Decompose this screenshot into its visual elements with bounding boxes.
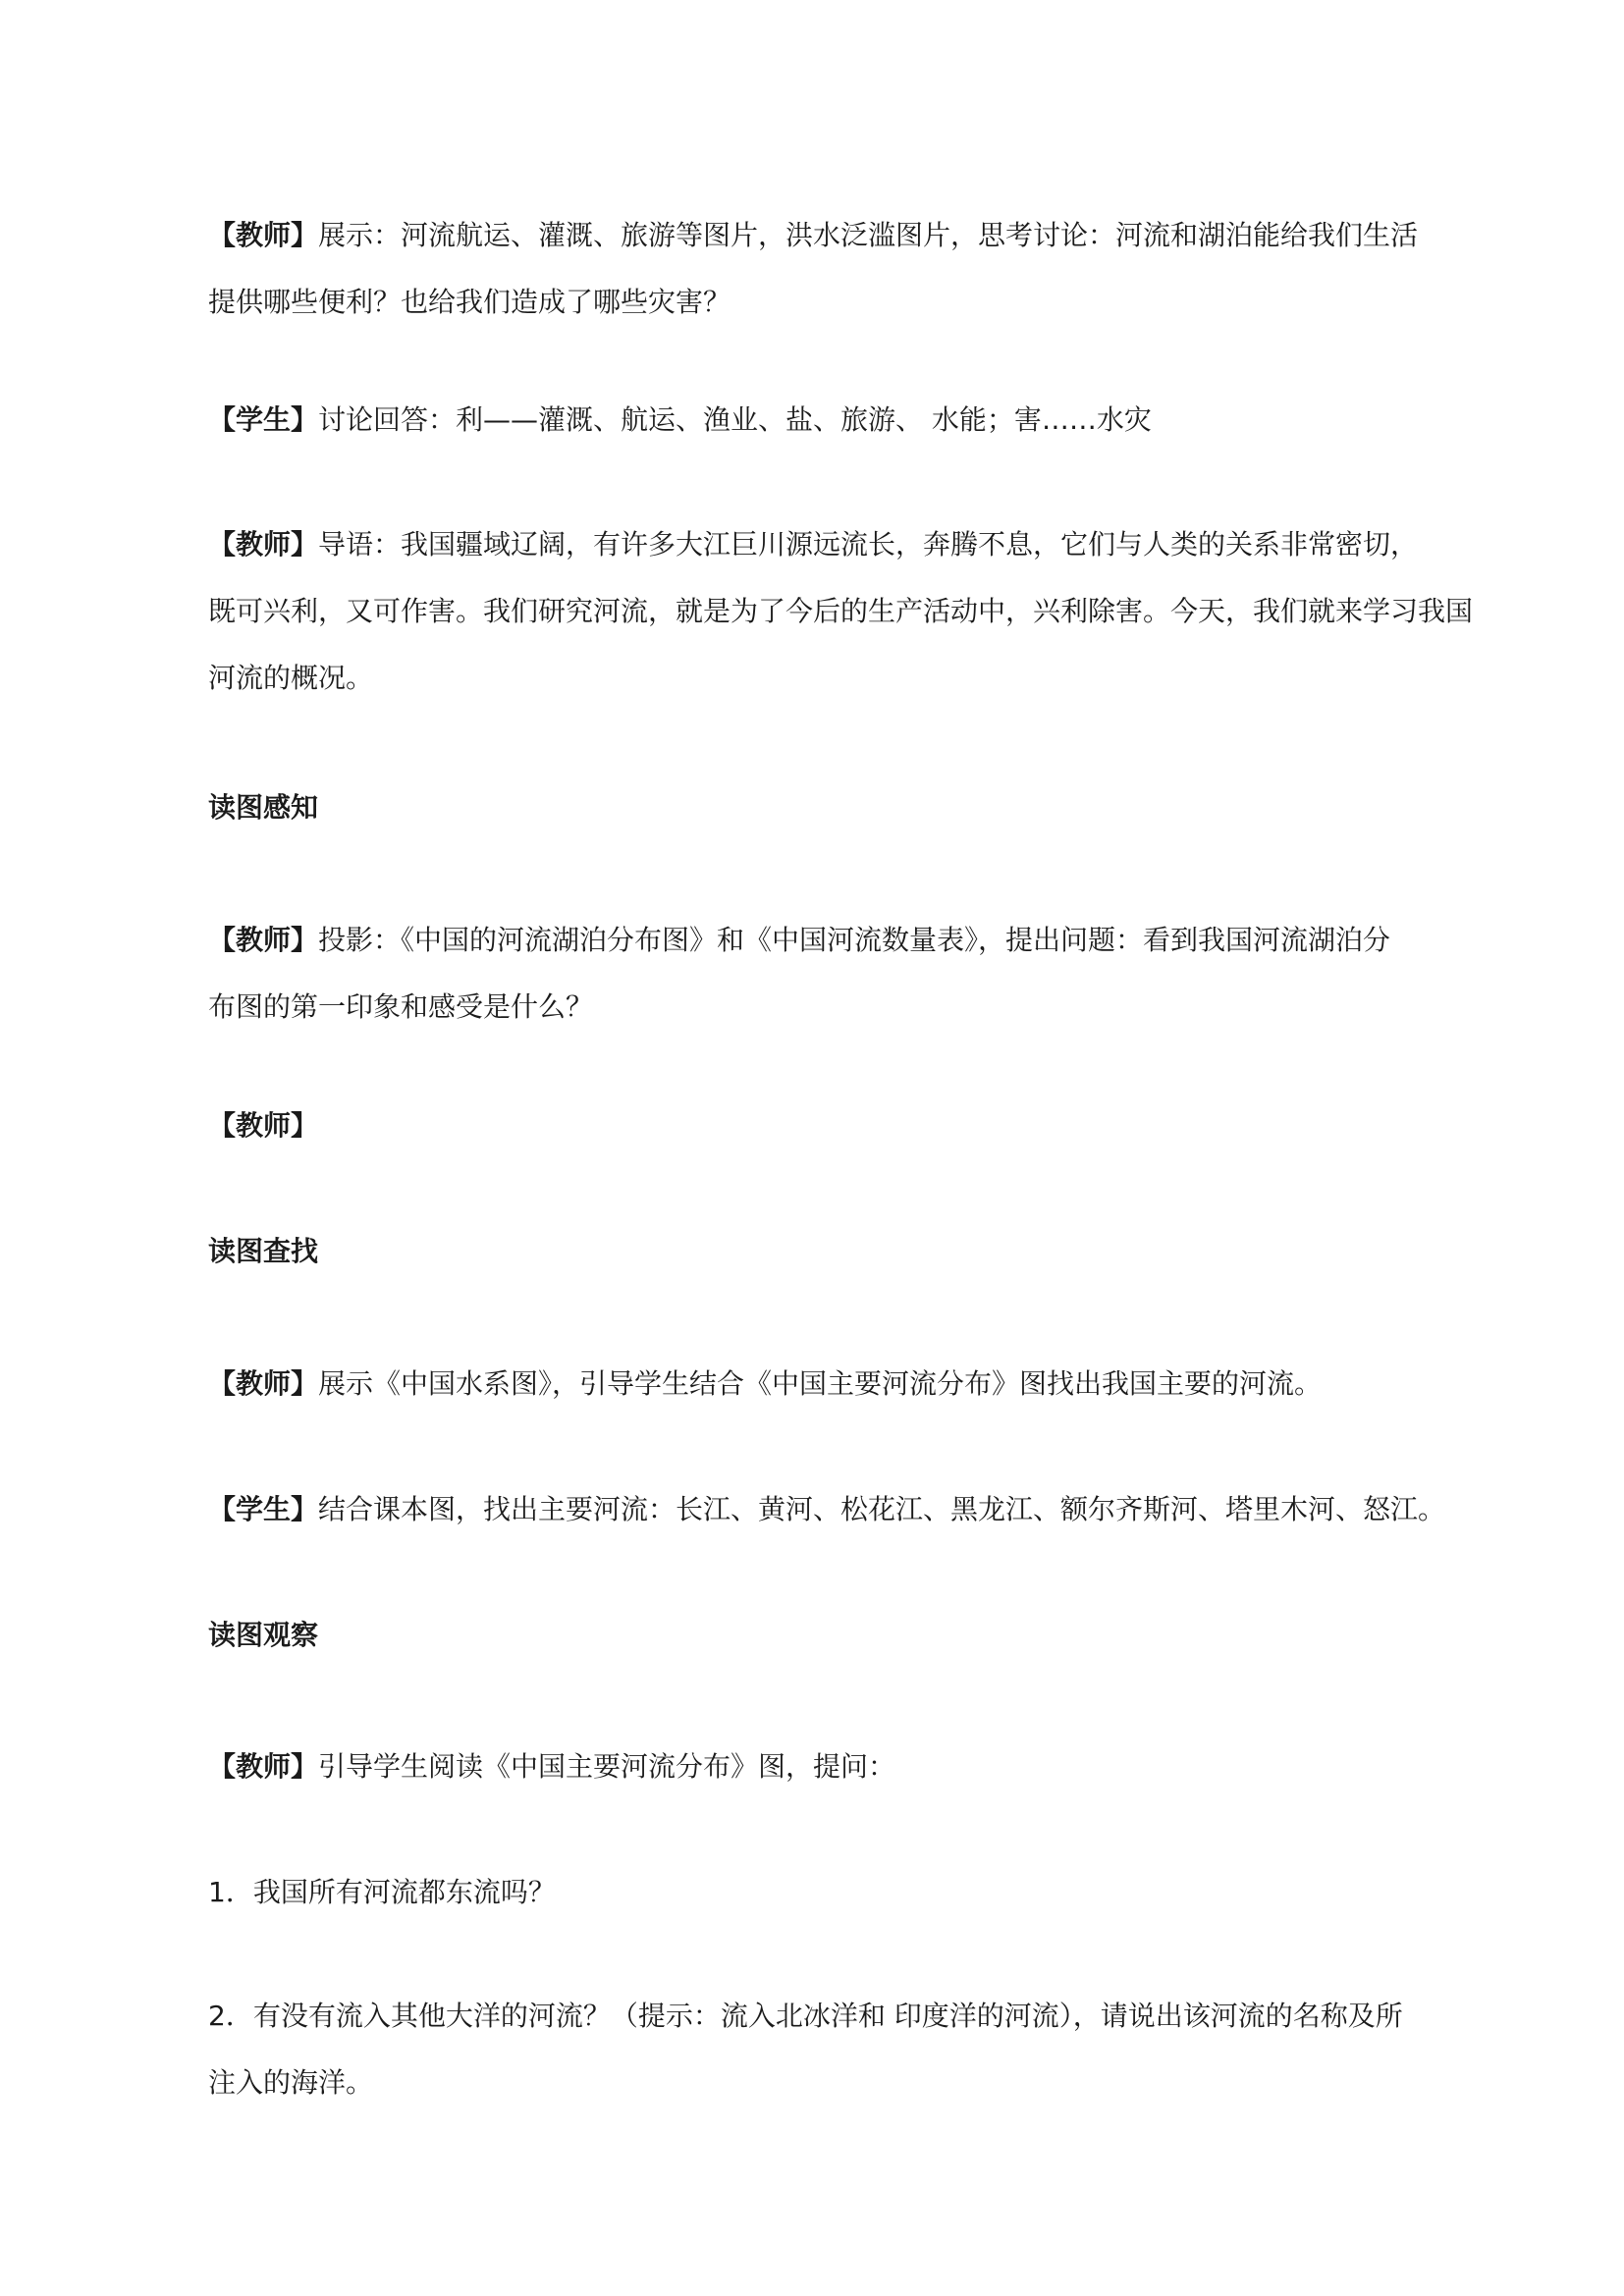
question-item-1 — [208, 1859, 1485, 1926]
paragraph-teacher-water-system — [208, 1351, 1485, 1417]
paragraph-text: 讨论回答：利——灌溉、航运、渔业、盐、旅游、 水能；害……水灾 — [318, 403, 1152, 436]
paragraph-line: 布图的第一印象和感受是什么？ — [208, 990, 594, 1023]
role-tag: 【教师】 — [208, 1109, 319, 1142]
section-heading-map-observation: 读图观察 — [208, 1619, 319, 1651]
role-tag: 【教师】 — [208, 219, 319, 251]
role-tag: 【教师】 — [208, 924, 319, 956]
paragraph-line — [208, 907, 1485, 974]
paragraph-line — [208, 387, 1485, 454]
paragraph-line — [208, 1351, 1485, 1417]
paragraph-text: 展示《中国水系图》，引导学生结合《中国主要河流分布》图找出我国主要的河流。 — [318, 1367, 1323, 1400]
question-item-2 — [208, 1983, 1485, 2116]
paragraph-text: 导语：我国疆域辽阔，有许多大江巨川源远流长，奔腾不息，它们与人类的关系非常密切， — [318, 528, 1419, 561]
paragraph-line: 既可兴利，又可作害。我们研究河流，就是为了今后的生产活动中，兴利除害。今天，我们就来学习我国 — [208, 595, 1474, 627]
paragraph-line — [208, 511, 1485, 578]
paragraph-line — [208, 202, 1485, 269]
paragraph-teacher-questions — [208, 1734, 1485, 1800]
paragraph-text: 结合课本图，找出主要河流：长江、黄河、松花江、黑龙江、额尔齐斯河、塔里木河、怒江。 — [318, 1493, 1446, 1525]
paragraph-student-discussion — [208, 387, 1485, 454]
section-heading-map-perception: 读图感知 — [208, 791, 319, 824]
paragraph-line: 注入的海洋。 — [208, 2066, 374, 2099]
paragraph-text: 展示：河流航运、灌溉、旅游等图片，洪水泛滥图片，思考讨论：河流和湖泊能给我们生活 — [318, 219, 1419, 251]
section-heading-map-search: 读图查找 — [208, 1235, 319, 1267]
paragraph-line — [208, 1734, 1485, 1800]
paragraph-student-rivers — [208, 1476, 1485, 1543]
paragraph-line — [208, 1476, 1485, 1543]
paragraph-line: 提供哪些便利？也给我们造成了哪些灾害？ — [208, 286, 731, 318]
role-tag: 【学生】 — [208, 1493, 319, 1525]
paragraph-teacher-introduction — [208, 511, 1485, 712]
role-tag: 【学生】 — [208, 403, 319, 436]
paragraph-line: 1．我国所有河流都东流吗？ — [208, 1876, 556, 1908]
paragraph-text: 投影：《中国的河流湖泊分布图》和《中国河流数量表》，提出问题：看到我国河流湖泊分 — [318, 924, 1391, 956]
role-tag: 【教师】 — [208, 1750, 319, 1783]
paragraph-teacher-show-images — [208, 202, 1485, 336]
paragraph-teacher-empty — [208, 1093, 1485, 1159]
paragraph-line: 2．有没有流入其他大洋的河流？（提示：流入北冰洋和 印度洋的河流），请说出该河流的名称及所 — [208, 2000, 1403, 2032]
paragraph-teacher-projection — [208, 907, 1485, 1041]
role-tag: 【教师】 — [208, 528, 319, 561]
paragraph-line — [208, 1093, 1485, 1159]
paragraph-line: 河流的概况。 — [208, 662, 374, 694]
role-tag: 【教师】 — [208, 1367, 319, 1400]
paragraph-text: 引导学生阅读《中国主要河流分布》图，提问： — [318, 1750, 896, 1783]
